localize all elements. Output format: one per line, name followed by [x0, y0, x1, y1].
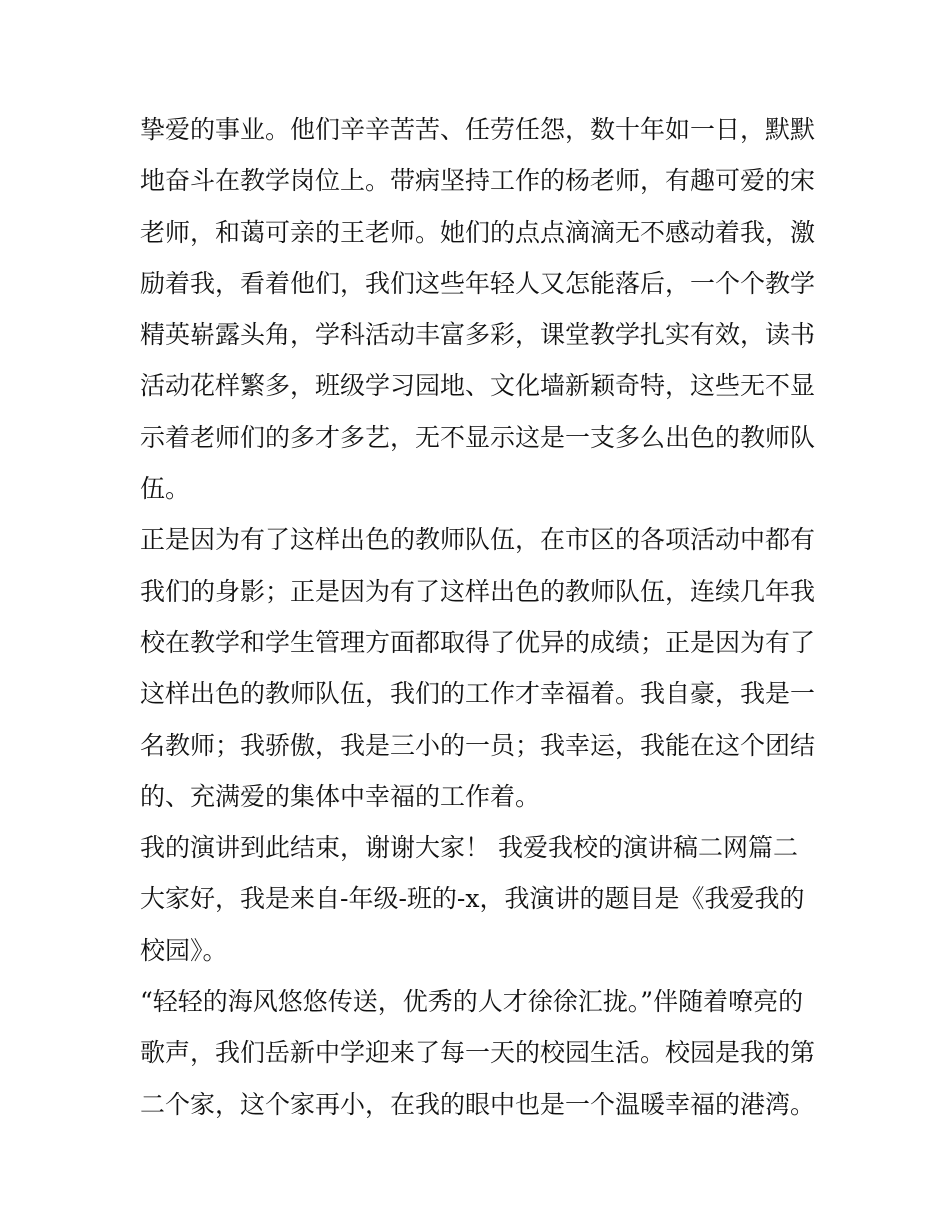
text-line: 正是因为有了这样出色的教师队伍，在市区的各项活动中都有 [140, 525, 816, 555]
text-line: 大家好，我是来自-年级-班的-x，我演讲的题目是《我爱我的 [140, 884, 805, 914]
text-line: 二个家，这个家再小，在我的眼中也是一个温暖幸福的港湾。 [140, 1089, 816, 1119]
text-line: 这样出色的教师队伍，我们的工作才幸福着。我自豪，我是一 [140, 679, 816, 709]
text-line: 老师，和蔼可亲的王老师。她们的点点滴滴无不感动着我，激 [140, 217, 816, 247]
text-line: 校园》。 [140, 935, 228, 965]
text-line: 示着老师们的多才多艺，无不显示这是一支多么出色的教师队 [140, 422, 816, 452]
text-line: 歌声，我们岳新中学迎来了每一天的校园生活。校园是我的第 [140, 1038, 816, 1068]
text-line: 伍。 [140, 474, 191, 504]
text-line: 地奋斗在教学岗位上。带病坚持工作的杨老师，有趣可爱的宋 [140, 166, 816, 196]
text-line: 校在教学和学生管理方面都取得了优异的成绩；正是因为有了 [140, 627, 816, 657]
text-line: 我们的身影；正是因为有了这样出色的教师队伍，连续几年我 [140, 576, 816, 606]
document-body [140, 104, 820, 1130]
text-line: 活动花样繁多，班级学习园地、文化墙新颖奇特，这些无不显 [140, 371, 816, 401]
text-line: 精英崭露头角，学科活动丰富多彩，课堂教学扎实有效，读书 [140, 320, 816, 350]
text-line: 挚爱的事业。他们辛辛苦苦、任劳任怨，数十年如一日，默默 [140, 115, 816, 144]
text-line: 的、充满爱的集体中幸福的工作着。 [140, 781, 541, 811]
text-line: 励着我，看着他们，我们这些年轻人又怎能落后，一个个教学 [140, 268, 816, 298]
text-line: 我的演讲到此结束，谢谢大家！ 我爱我校的演讲稿二网篇二 [140, 833, 798, 863]
text-line: 名教师；我骄傲，我是三小的一员；我幸运，我能在这个团结 [140, 730, 816, 760]
text-line: “轻轻的海风悠悠传送，优秀的人才徐徐汇拢。”伴随着嘹亮的 [140, 987, 804, 1017]
